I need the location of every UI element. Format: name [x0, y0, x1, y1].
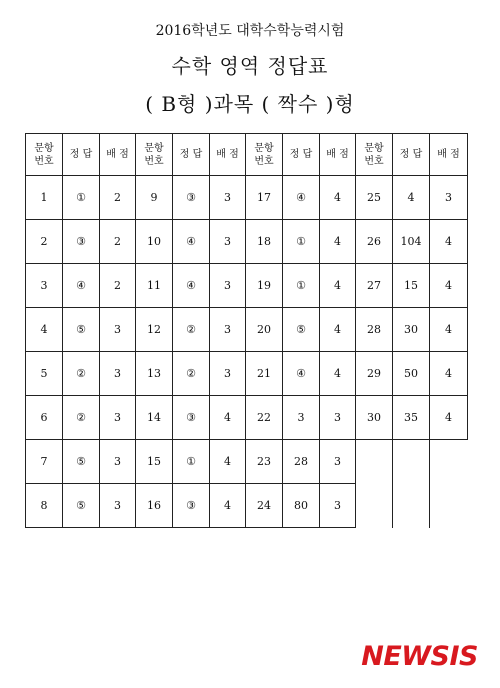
cell-score: 3 [100, 484, 136, 528]
cell-question-number: 20 [246, 308, 283, 352]
cell-question-number: 19 [246, 264, 283, 308]
cell-score: 4 [210, 484, 246, 528]
cell-score: 4 [430, 264, 468, 308]
cell-score: 2 [100, 220, 136, 264]
cell-answer: ⑤ [63, 484, 100, 528]
cell-score: 3 [100, 440, 136, 484]
header-score: 배 점 [210, 134, 246, 176]
cell-question-number: 14 [136, 396, 173, 440]
cell-answer: ④ [283, 352, 320, 396]
cell-score: 3 [100, 308, 136, 352]
cell-question-number: 26 [356, 220, 393, 264]
answer-table-body [26, 176, 468, 528]
cell-question-number: 17 [246, 176, 283, 220]
header-score: 배 점 [100, 134, 136, 176]
header-answer: 정 답 [173, 134, 210, 176]
cell-score: 4 [430, 220, 468, 264]
cell-answer: ② [63, 352, 100, 396]
cell-question-number: 9 [136, 176, 173, 220]
cell-question-number: 5 [26, 352, 63, 396]
header-question-number: 문항 번호 [356, 134, 393, 176]
cell-question-number: 24 [246, 484, 283, 528]
table-row [26, 352, 468, 396]
cell-answer: ④ [173, 220, 210, 264]
cell-score: 3 [210, 352, 246, 396]
cell-answer: ① [283, 264, 320, 308]
empty-cell [393, 484, 430, 528]
cell-question-number: 18 [246, 220, 283, 264]
cell-answer: ⑤ [63, 308, 100, 352]
cell-answer: 15 [393, 264, 430, 308]
cell-score: 3 [320, 440, 356, 484]
header-row [26, 134, 468, 176]
cell-question-number: 1 [26, 176, 63, 220]
cell-question-number: 11 [136, 264, 173, 308]
cell-answer: ① [63, 176, 100, 220]
cell-question-number: 21 [246, 352, 283, 396]
answer-table [25, 133, 468, 528]
cell-score: 3 [210, 176, 246, 220]
header-answer: 정 답 [393, 134, 430, 176]
cell-question-number: 6 [26, 396, 63, 440]
cell-score: 3 [210, 264, 246, 308]
cell-answer: ④ [283, 176, 320, 220]
cell-score: 2 [100, 264, 136, 308]
empty-cell [393, 440, 430, 484]
cell-answer: 80 [283, 484, 320, 528]
cell-question-number: 16 [136, 484, 173, 528]
cell-question-number: 3 [26, 264, 63, 308]
table-row [26, 308, 468, 352]
cell-answer: ⑤ [283, 308, 320, 352]
cell-answer: ② [63, 396, 100, 440]
cell-score: 3 [320, 396, 356, 440]
answer-sheet-title: 수학 영역 정답표 [171, 54, 329, 78]
cell-question-number: 8 [26, 484, 63, 528]
cell-score: 4 [320, 264, 356, 308]
cell-question-number: 4 [26, 308, 63, 352]
cell-answer: ③ [173, 176, 210, 220]
header-question-number: 문항 번호 [136, 134, 173, 176]
cell-answer: ② [173, 352, 210, 396]
cell-question-number: 28 [356, 308, 393, 352]
cell-answer: ③ [63, 220, 100, 264]
cell-score: 4 [320, 352, 356, 396]
header-answer: 정 답 [63, 134, 100, 176]
header-score: 배 점 [430, 134, 468, 176]
cell-question-number: 23 [246, 440, 283, 484]
cell-answer: 50 [393, 352, 430, 396]
cell-answer: ④ [173, 264, 210, 308]
cell-question-number: 7 [26, 440, 63, 484]
cell-score: 4 [210, 396, 246, 440]
cell-question-number: 30 [356, 396, 393, 440]
cell-score: 3 [100, 396, 136, 440]
cell-answer: ③ [173, 396, 210, 440]
cell-question-number: 12 [136, 308, 173, 352]
cell-answer: 4 [393, 176, 430, 220]
cell-question-number: 29 [356, 352, 393, 396]
newsis-watermark: NEWSIS [361, 641, 478, 672]
cell-score: 4 [320, 176, 356, 220]
cell-answer: ③ [173, 484, 210, 528]
cell-score: 3 [320, 484, 356, 528]
cell-score: 2 [100, 176, 136, 220]
cell-score: 3 [100, 352, 136, 396]
table-row [26, 396, 468, 440]
empty-cell [430, 484, 468, 528]
table-row [26, 220, 468, 264]
cell-question-number: 22 [246, 396, 283, 440]
cell-answer: ① [283, 220, 320, 264]
cell-score: 4 [430, 396, 468, 440]
cell-question-number: 10 [136, 220, 173, 264]
cell-question-number: 27 [356, 264, 393, 308]
cell-answer: ⑤ [63, 440, 100, 484]
cell-score: 4 [320, 308, 356, 352]
cell-score: 3 [210, 308, 246, 352]
cell-answer: 104 [393, 220, 430, 264]
table-row [26, 264, 468, 308]
header-question-number: 문항 번호 [246, 134, 283, 176]
cell-score: 4 [320, 220, 356, 264]
cell-question-number: 13 [136, 352, 173, 396]
exam-year-title: 2016학년도 대학수학능력시험 [155, 23, 345, 39]
cell-question-number: 15 [136, 440, 173, 484]
cell-question-number: 25 [356, 176, 393, 220]
cell-answer: ④ [63, 264, 100, 308]
header-answer: 정 답 [283, 134, 320, 176]
cell-question-number: 2 [26, 220, 63, 264]
cell-answer: 30 [393, 308, 430, 352]
cell-score: 3 [430, 176, 468, 220]
table-row [26, 440, 468, 484]
cell-answer: ① [173, 440, 210, 484]
header-question-number: 문항 번호 [26, 134, 63, 176]
empty-cell [430, 440, 468, 484]
empty-cell [356, 440, 393, 484]
cell-answer: 28 [283, 440, 320, 484]
cell-score: 4 [430, 308, 468, 352]
header-score: 배 점 [320, 134, 356, 176]
empty-cell [356, 484, 393, 528]
cell-score: 3 [210, 220, 246, 264]
cell-score: 4 [210, 440, 246, 484]
table-row [26, 176, 468, 220]
exam-type-subtitle: ( B형 )과목 ( 짝수 )형 [145, 92, 355, 116]
cell-answer: ② [173, 308, 210, 352]
table-row [26, 484, 468, 528]
cell-score: 4 [430, 352, 468, 396]
cell-answer: 35 [393, 396, 430, 440]
cell-answer: 3 [283, 396, 320, 440]
